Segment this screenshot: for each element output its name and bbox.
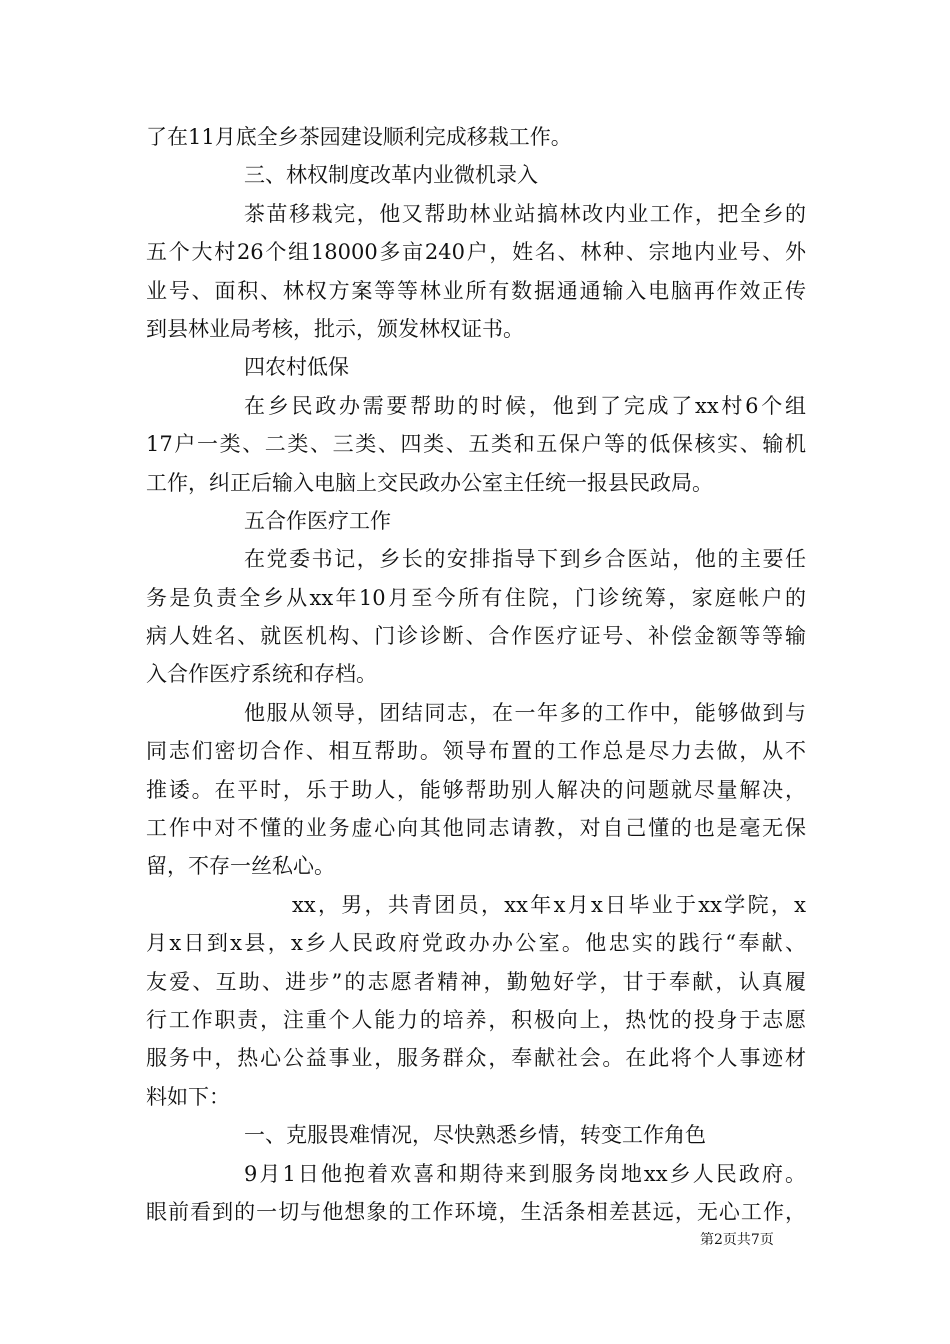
paragraph-line: 料如下：: [146, 1084, 230, 1109]
paragraph-line: 务是负责全乡从xx年10月至今所有住院，门诊统筹，家庭帐户的: [146, 585, 806, 610]
section-heading: 一、克服畏难情况，尽快熟悉乡情，转变工作角色: [244, 1123, 706, 1148]
paragraph-line: 行工作职责，注重个人能力的培养，积极向上，热忱的投身于志愿: [146, 1007, 806, 1032]
paragraph-line: 月x日到x县，x乡人民政府党政办办公室。他忠实的践行“奉献、: [146, 931, 806, 956]
section-heading: 四农村低保: [244, 355, 349, 380]
paragraph-line: 他服从领导，团结同志，在一年多的工作中，能够做到与: [244, 700, 806, 725]
paragraph-line: 了在11月底全乡茶园建设顺利完成移栽工作。: [146, 125, 572, 149]
paragraph-line: 眼前看到的一切与他想象的工作环境，生活条相差甚远，无心工作，: [146, 1199, 806, 1224]
paragraph-line: 推诿。在平时，乐于助人，能够帮助别人解决的问题就尽量解决，: [146, 777, 806, 802]
paragraph-line: 病人姓名、就医机构、门诊诊断、合作医疗证号、补偿金额等等输: [146, 624, 806, 649]
paragraph-line: 茶苗移栽完，他又帮助林业站搞林改内业工作，把全乡的: [244, 201, 806, 226]
paragraph-line: 同志们密切合作、相互帮助。领导布置的工作总是尽力去做，从不: [146, 739, 806, 764]
paragraph-line: 在乡民政办需要帮助的时候，他到了完成了xx村6个组: [244, 393, 806, 418]
paragraph-line: 9月1日他抱着欢喜和期待来到服务岗地xx乡人民政府。: [244, 1161, 806, 1186]
section-heading: 五合作医疗工作: [244, 508, 391, 533]
paragraph-line: 服务中，热心公益事业，服务群众，奉献社会。在此将个人事迹材: [146, 1046, 806, 1071]
paragraph-line: 到县林业局考核，批示，颁发林权证书。: [146, 316, 524, 341]
page-number: 第2页共7页: [700, 1232, 774, 1248]
document-body: [146, 118, 806, 1231]
paragraph-line: 工作，纠正后输入电脑上交民政办公室主任统一报县民政局。: [146, 470, 713, 495]
paragraph-line: xx，男，共青团员，xx年x月x日毕业于xx学院，x: [292, 892, 806, 917]
paragraph-line: 17户一类、二类、三类、四类、五类和五保户等的低保核实、输机: [146, 432, 806, 457]
paragraph-line: 业号、面积、林权方案等等林业所有数据通通输入电脑再作效正传: [146, 278, 806, 303]
section-heading: 三、林权制度改革内业微机录入: [244, 163, 538, 188]
paragraph-line: 留，不存一丝私心。: [146, 854, 335, 879]
paragraph-line: 入合作医疗系统和存档。: [146, 662, 377, 687]
paragraph-line: 友爱、互助、进步”的志愿者精神，勤勉好学，甘于奉献，认真履: [146, 969, 806, 994]
paragraph-line: 工作中对不懂的业务虚心向其他同志请教，对自己懂的也是毫无保: [146, 816, 806, 841]
paragraph-line: 在党委书记，乡长的安排指导下到乡合医站，他的主要任: [244, 547, 806, 572]
paragraph-line: 五个大村26个组18000多亩240户，姓名、林种、宗地内业号、外: [146, 240, 806, 265]
